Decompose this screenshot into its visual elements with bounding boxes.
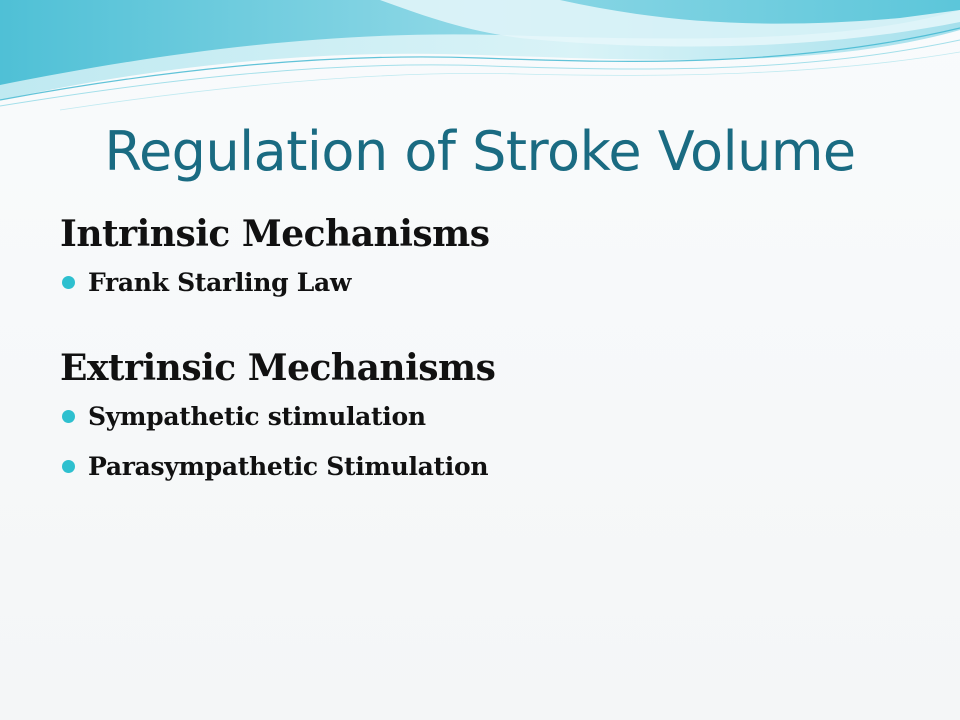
bullet-item <box>60 392 920 442</box>
header-wave-decoration <box>0 0 960 130</box>
slide-content <box>60 210 920 492</box>
bullet-dot-icon <box>62 410 75 423</box>
bullet-text: Parasympathetic Stimulation <box>88 452 489 481</box>
slide-title: Regulation of Stroke Volume <box>104 120 856 183</box>
bullet-text: Frank Starling Law <box>88 268 352 297</box>
bullet-list-extrinsic <box>60 392 920 492</box>
bullet-item <box>60 258 920 308</box>
bullet-item <box>60 442 920 492</box>
section-gap <box>60 308 920 344</box>
bullet-dot-icon <box>62 276 75 289</box>
bullet-text: Sympathetic stimulation <box>88 402 426 431</box>
section-heading-intrinsic: Intrinsic Mechanisms <box>60 213 490 255</box>
section-heading-extrinsic: Extrinsic Mechanisms <box>60 347 496 389</box>
bullet-list-intrinsic <box>60 258 920 308</box>
bullet-dot-icon <box>62 460 75 473</box>
